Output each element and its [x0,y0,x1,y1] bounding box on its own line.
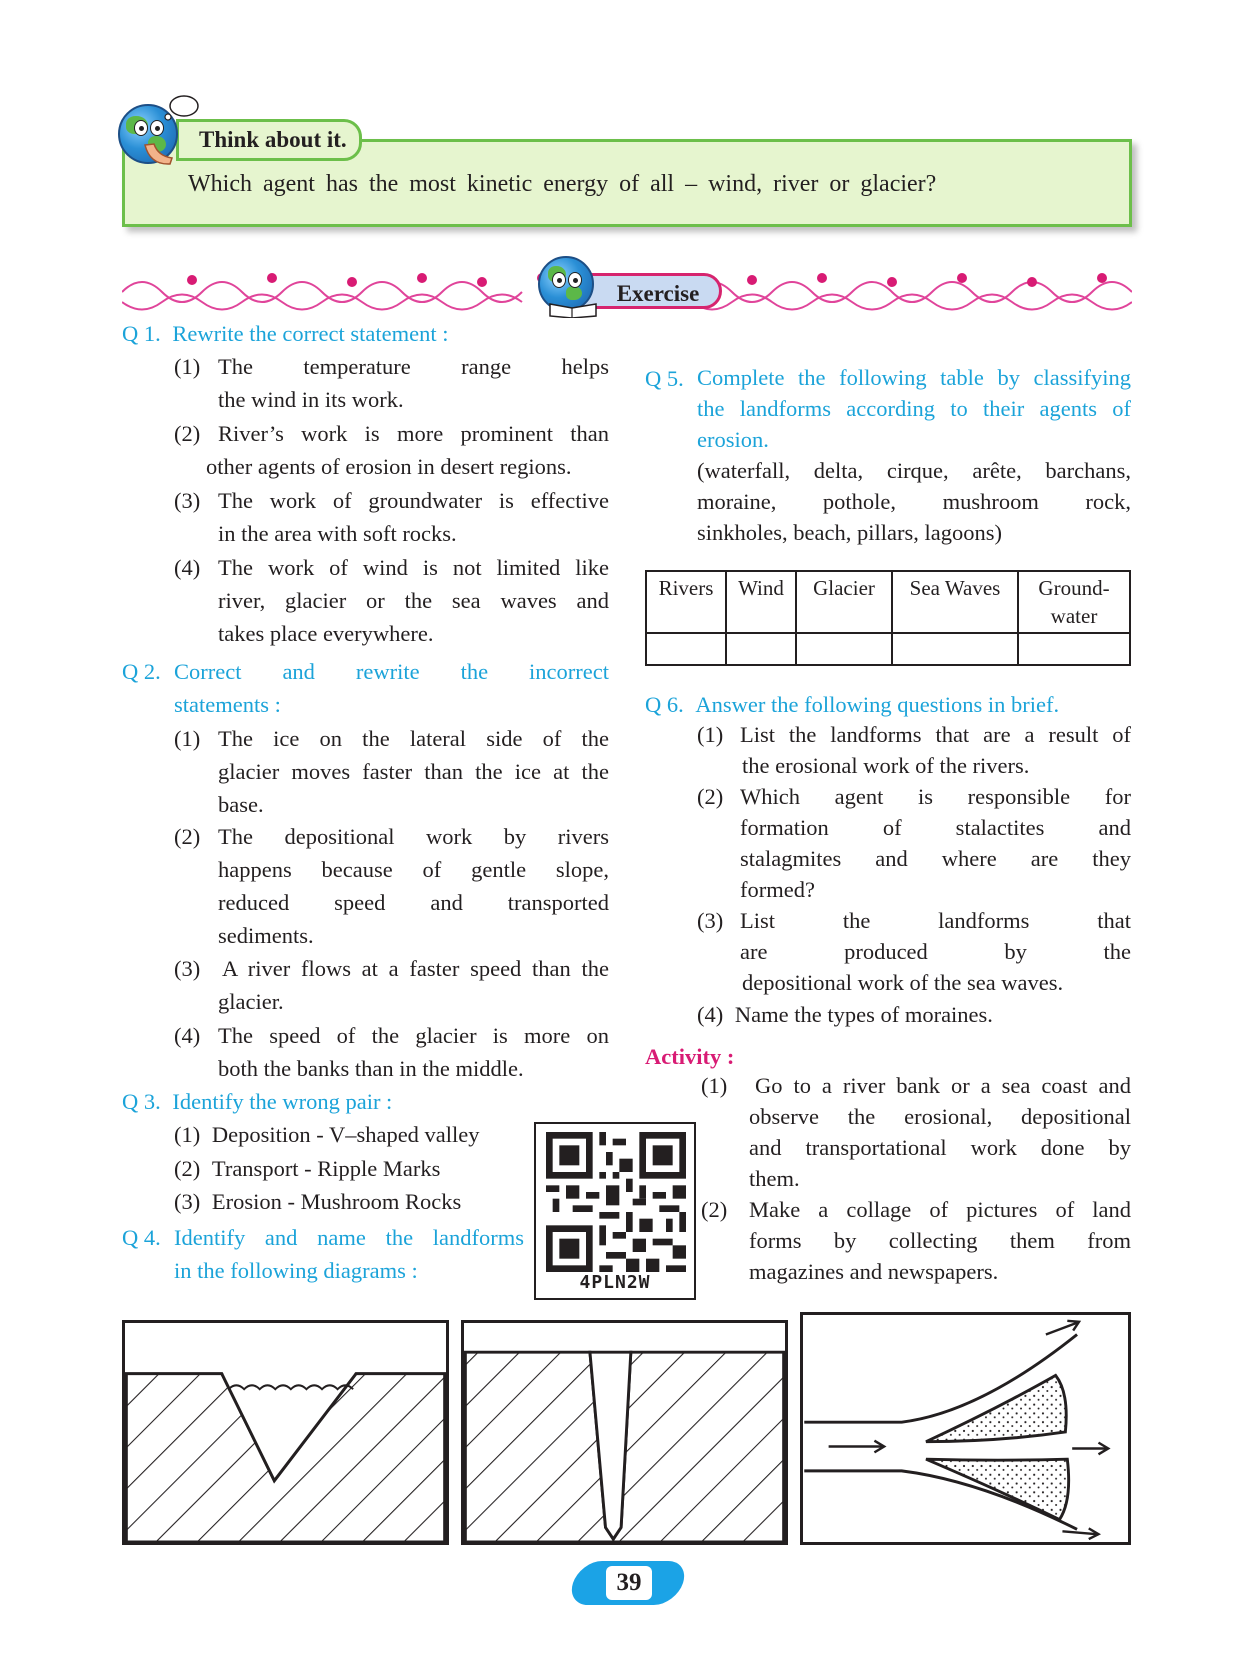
thought-bubble-icon [160,92,200,122]
think-about-it-heading: Think about it. [176,119,362,161]
table-header-row [646,571,1130,633]
book-icon [548,300,598,318]
think-about-it-question: Which agent has the most kinetic energy of all – wind, river or glacier? [188,171,937,197]
table-header-cell: Rivers [646,571,726,633]
qr-code-label: 4PLN2W [579,1272,651,1293]
table-header-cell: Glacier [796,571,892,633]
table-cell[interactable] [796,633,892,665]
q3-item: (1) Deposition - V–shaped valley [174,1122,480,1147]
table-cell[interactable] [646,633,726,665]
table-header-cell: Sea Waves [892,571,1018,633]
q3-heading: Q 3. Identify the wrong pair : [122,1089,393,1114]
table-cell[interactable] [726,633,796,665]
q1-heading: Q 1. Rewrite the correct statement : [122,321,449,346]
table-cell[interactable] [1018,633,1130,665]
table-header-cell: Wind [726,571,796,633]
q3-item: (2) Transport - Ripple Marks [174,1156,441,1181]
qr-code-pattern-icon [546,1132,686,1272]
hand-icon [140,140,180,170]
exercise-heading: Exercise [572,273,722,309]
landform-classification-table [645,570,1131,666]
landform-diagram-1 [122,1320,449,1545]
landform-diagram-2 [461,1320,788,1545]
q5-landform-list: (waterfall, delta, cirque, arête, barchans, moraine, pothole, mushroom rock, sinkholes, beach, pillars, lagoons) [697,458,1131,545]
table-cell[interactable] [892,633,1018,665]
landform-diagram-3 [800,1312,1131,1545]
table-header-cell: Ground- water [1018,571,1130,633]
q6-item: (4) Name the types of moraines. [697,1002,993,1027]
q6-heading: Q 6. Answer the following questions in brief. [645,692,1060,717]
table-row [646,633,1130,665]
qr-code[interactable] [534,1122,696,1300]
page-number: 39 [606,1566,652,1600]
activity-heading: Activity : [645,1044,735,1069]
q3-item: (3) Erosion - Mushroom Rocks [174,1189,462,1214]
